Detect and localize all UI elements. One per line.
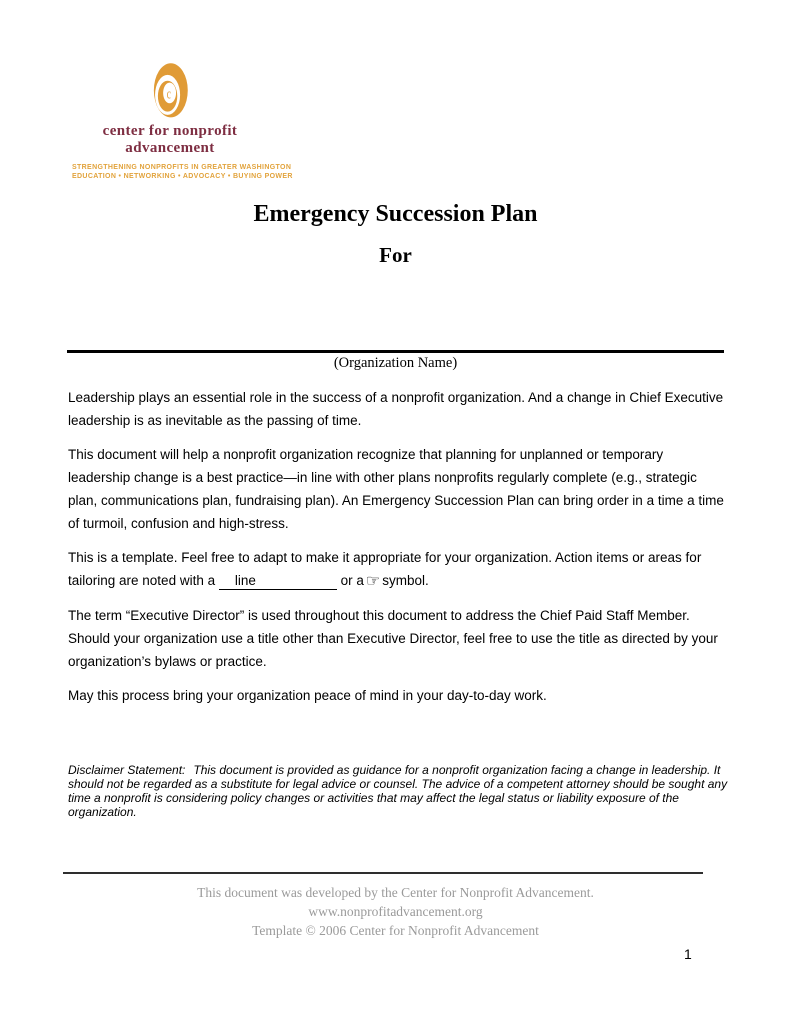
footer-website: www.nonprofitadvancement.org [308,904,483,919]
organization-name-rule [67,350,724,353]
center-for-nonprofit-advancement-logo [72,62,293,181]
svg-text:c: c [166,85,171,103]
fill-in-blank-line [219,572,337,590]
logo-tagline [72,163,293,181]
document-title: Emergency Succession Plan [253,201,538,227]
body-text [68,386,726,718]
document-title-for: For [379,243,412,267]
footer [0,883,791,940]
pointing-hand-icon: ☞ [365,573,381,590]
logo-tagline-line1: STRENGTHENING NONPROFITS IN GREATER WASHINGTON [72,164,292,171]
logo-wordmark-line2: advancement [125,139,215,156]
logo-wordmark-line1: center for nonprofit [102,123,238,139]
disclaimer-label: Disclaimer Statement: [68,763,186,777]
document-title-block [0,201,791,268]
footer-rule [63,872,703,874]
organization-name-caption: (Organization Name) [333,355,458,371]
swirl-logo-icon [149,62,191,120]
footer-copyright: Template © 2006 Center for Nonprofit Advancement [252,923,539,938]
paragraph-purpose: This document will help a nonprofit organization recognize that planning for unplanned or temporary leadership change is a best practice—in line with other plans nonprofits regularly complete (e.g., strategic plan, communications plan, fundraising plan). An Emergency Succession Plan can bring order in a time a time of turmoil, confusion and high-stress. [68,447,724,531]
paragraph-leadership: Leadership plays an essential role in the success of a nonprofit organization. And a change in Chief Executive leadership is as inevitable as the passing of time. [68,390,724,428]
disclaimer-statement [68,763,728,819]
paragraph-closing: May this process bring your organization peace of mind in your day-to-day work. [68,688,547,703]
template-text-mid: or a [340,573,364,588]
template-text-after: symbol. [382,573,429,588]
template-text-before: This is a template. Feel free to adapt to make it appropriate for your organization. Action items or areas for tailoring are noted with a [68,550,702,588]
blank-word-line: line [234,573,256,588]
paragraph-executive-director: The term “Executive Director” is used throughout this document to address the Chief Paid Staff Member. Should your organization use a title other than Executive Director, feel free to use the title as directed by your organization’s bylaws or practice. [68,608,718,669]
page-number: 1 [684,946,692,962]
logo-tagline-line2: EDUCATION • NETWORKING • ADVOCACY • BUYING POWER [72,173,293,181]
logo-wordmark [72,123,268,156]
disclaimer-text: This document is provided as guidance for a nonprofit organization facing a change in leadership. It should not be regarded as a substitute for legal advice or counsel. The advice of a competent attorney should be sought any time a nonprofit is considering policy changes or activities that may affect the legal status or liability exposure of the organization. [68,763,728,819]
footer-credit: This document was developed by the Center for Nonprofit Advancement. [197,885,594,900]
paragraph-template [68,546,726,593]
